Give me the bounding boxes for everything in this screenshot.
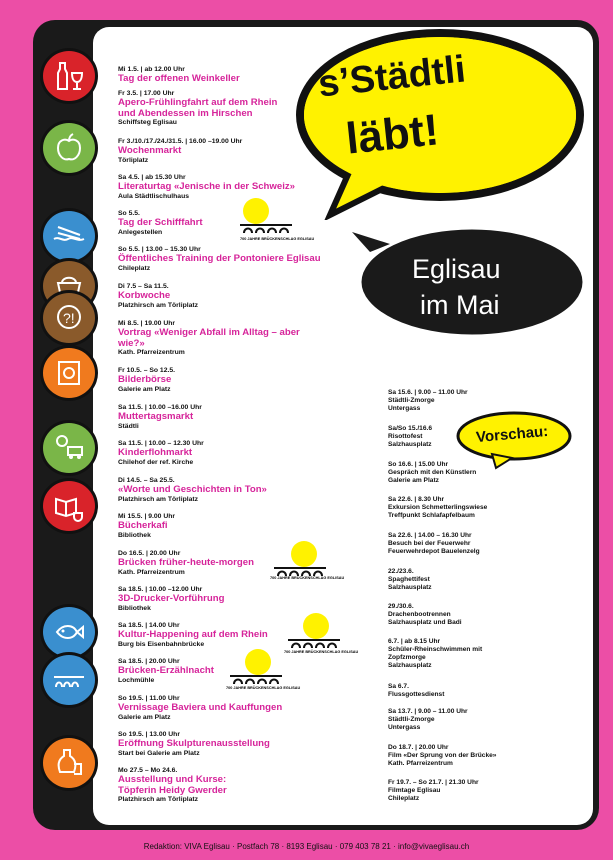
preview-title: Städtli-Zmorge [388, 397, 435, 404]
wine-bottle-icon [40, 48, 98, 104]
subhead-line1: Eglisau [412, 254, 501, 284]
event-date: Mo 27.5 – Mo 24.6. [118, 767, 178, 774]
book-cup-icon [40, 478, 98, 534]
preview-date: 6.7. | ab 8.15 Uhr [388, 638, 441, 645]
preview-date: Sa 22.6. | 8.30 Uhr [388, 496, 445, 503]
headline-line1: s’Städtli [316, 48, 468, 106]
preview-date: Sa 13.7. | 9.00 – 11.00 Uhr [388, 708, 468, 715]
preview-location: Treffpunkt Schlafapfelbaum [388, 512, 475, 519]
event-location: Start bei Galerie am Platz [118, 749, 200, 757]
preview-title: Drachenbootrennen [388, 611, 451, 618]
event-item [118, 622, 318, 649]
event-item [118, 550, 318, 577]
event-item [118, 174, 318, 201]
event-date: Sa 18.5. | 10.00 –12.00 Uhr [118, 586, 203, 593]
preview-location: Untergass [388, 405, 421, 412]
event-date: Mi 1.5. | ab 12.00 Uhr [118, 66, 185, 73]
event-item [118, 66, 318, 85]
question-bubble-icon [40, 290, 98, 346]
event-title: Wochenmarkt [118, 145, 182, 156]
event-title: Ausstellung und Kurse: Töpferin Heidy Gwerder [118, 774, 227, 796]
bridge-icon [40, 652, 98, 708]
preview-date: So 16.6. | 15.00 Uhr [388, 461, 449, 468]
toys-icon [40, 420, 98, 476]
event-date: Fr 3./10./17./24./31.5. | 16.00 –19.00 Uhr [118, 138, 243, 145]
event-date: Mi 15.5. | 9.00 Uhr [118, 513, 176, 520]
preview-date: Sa 22.6. | 14.00 – 16.30 Uhr [388, 532, 472, 539]
headline-line2: läbt! [343, 105, 442, 164]
event-location: Törliplatz [118, 156, 149, 164]
event-date: Sa 11.5. | 10.00 – 12.30 Uhr [118, 440, 204, 447]
event-title: Brücken früher-heute-morgen [118, 557, 254, 568]
preview-item [388, 496, 538, 520]
preview-location: Salzhausplatz [388, 441, 432, 448]
event-date: Di 7.5 – Sa 11.5. [118, 283, 169, 290]
event-location: Lochmühle [118, 676, 155, 684]
preview-title: Flussgottesdienst [388, 691, 445, 698]
rowing-icon [40, 208, 98, 264]
preview-item [388, 638, 538, 670]
event-item [118, 731, 318, 758]
event-item [118, 320, 318, 357]
event-item [118, 90, 318, 127]
event-title: Muttertagsmarkt [118, 411, 194, 422]
event-title: Kinderflohmarkt [118, 447, 193, 458]
event-item [118, 283, 318, 310]
event-title: Tag der Schifffahrt [118, 217, 203, 228]
event-location: Kath. Pfarreizentrum [118, 568, 185, 576]
footer-contact: Redaktion: VIVA Eglisau · Postfach 78 · 8193 Eglisau · 079 403 78 21 · info@vivaeglisau.ch [143, 842, 470, 851]
event-title: Korbwoche [118, 290, 171, 301]
event-item [118, 367, 318, 394]
event-title: Literaturtag «Jenische in der Schweiz» [118, 181, 296, 192]
preview-item [388, 568, 538, 592]
preview-date: 22./23.6. [388, 568, 414, 575]
preview-location: Chileplatz [388, 795, 420, 802]
event-location: Bibliothek [118, 531, 151, 539]
event-location: Städtli [118, 422, 139, 430]
event-title: Vernissage Baviera und Kauffungen [118, 702, 283, 713]
preview-location: Salzhausplatz und Badi [388, 619, 462, 626]
event-date: Mi 8.5. | 19.00 Uhr [118, 320, 176, 327]
preview-item [388, 461, 538, 485]
preview-item [388, 779, 538, 803]
event-location: Kath. Pfarreizentrum [118, 349, 185, 356]
event-item [118, 246, 321, 273]
event-item [118, 477, 318, 504]
event-item [118, 767, 318, 804]
event-location: Platzhirsch am Törliplatz [118, 495, 199, 503]
event-location: Chileplatz [118, 264, 151, 272]
preview-date: Fr 19.7. – So 21.7. | 21.30 Uhr [388, 779, 479, 786]
event-item [118, 440, 318, 467]
event-date: Do 16.5. | 20.00 Uhr [118, 550, 181, 557]
preview-item [388, 389, 538, 413]
event-date: So 5.5. [118, 210, 140, 217]
event-item [118, 513, 318, 540]
event-title: Öffentliches Training der Pontoniere Eglisau [118, 253, 321, 264]
preview-date: Sa 15.6. | 9.00 – 11.00 Uhr [388, 389, 468, 396]
event-location: Platzhirsch am Törliplatz [118, 301, 199, 309]
preview-title: Städtli-Zmorge [388, 716, 435, 723]
event-date: So 19.5. | 11.00 Uhr [118, 695, 180, 702]
vase-icon [40, 735, 98, 791]
preview-location: Feuerwehrdepot Bauelenzelg [388, 548, 480, 555]
event-location: Chilehof der ref. Kirche [118, 458, 194, 466]
preview-item [388, 744, 538, 768]
event-date: So 5.5. | 13.00 – 15.30 Uhr [118, 246, 201, 253]
event-date: Sa 18.5. | 20.00 Uhr [118, 658, 180, 665]
event-location: Anlegestellen [118, 228, 163, 236]
event-date: Sa 11.5. | 10.00 –16.00 Uhr [118, 404, 202, 411]
event-location: Aula Städtlischulhaus [118, 192, 190, 200]
event-item [118, 695, 318, 722]
preview-location: Galerie am Platz [388, 477, 439, 484]
event-location: Galerie am Platz [118, 713, 171, 721]
preview-item [388, 532, 538, 556]
preview-title: Spaghettifest [388, 576, 430, 583]
event-title: «Worte und Geschichten in Ton» [118, 484, 267, 495]
preview-title: Schüler-Rheinschwimmen mit Zopfzmorge [388, 646, 483, 661]
preview-item [388, 603, 538, 627]
preview-title: Risottofest [388, 433, 423, 440]
event-title: Kultur-Happening auf dem Rhein [118, 629, 268, 640]
preview-item [388, 683, 538, 699]
event-item [118, 586, 318, 613]
preview-location: Kath. Pfarreizentrum [388, 760, 453, 767]
event-title: Apero-Frühlingfahrt auf dem Rhein und Abendessen im Hirschen [118, 97, 278, 119]
preview-date: 29./30.6. [388, 603, 414, 610]
event-location: Galerie am Platz [118, 385, 171, 393]
event-date: Fr 10.5. – So 12.5. [118, 367, 176, 374]
event-title: Tag der offenen Weinkeller [118, 73, 240, 84]
anniversary-logo-caption: 700 JAHRE BRÜCKENSCHLAG EGLISAU [226, 686, 301, 690]
event-date: Sa 4.5. | ab 15.30 Uhr [118, 174, 186, 181]
event-title: 3D-Drucker-Vorführung [118, 593, 225, 604]
subhead-line2: im Mai [420, 290, 500, 320]
anniversary-logo-caption: 700 JAHRE BRÜCKENSCHLAG EGLISAU [284, 650, 359, 654]
event-location: Bibliothek [118, 604, 151, 612]
event-title: Bücherkafi [118, 520, 168, 531]
event-item [118, 210, 318, 237]
preview-title: Gespräch mit den Künstlern [388, 469, 477, 476]
event-location: Burg bis Eisenbahnbrücke [118, 640, 205, 648]
preview-title: Exkursion Schmetterlingswiese [388, 504, 488, 511]
preview-item [388, 425, 538, 449]
preview-location: Salzhausplatz [388, 662, 432, 669]
preview-date: Sa/So 15./16.6 [388, 425, 432, 432]
event-title: Bilderbörse [118, 374, 172, 385]
event-item [118, 404, 318, 431]
anniversary-logo-caption: 700 JAHRE BRÜCKENSCHLAG EGLISAU [270, 576, 345, 580]
event-title: Brücken-Erzählnacht [118, 665, 214, 676]
event-date: Di 14.5. – Sa 25.5. [118, 477, 175, 484]
preview-date: Sa 6.7. [388, 683, 409, 690]
event-date: Fr 3.5. | 17.00 Uhr [118, 90, 175, 97]
preview-date: Do 18.7. | 20.00 Uhr [388, 744, 449, 751]
preview-location: Salzhausplatz [388, 584, 432, 591]
event-location: Platzhirsch am Törliplatz [118, 796, 199, 803]
anniversary-logo-caption: 700 JAHRE BRÜCKENSCHLAG EGLISAU [240, 237, 315, 241]
preview-item [388, 708, 538, 732]
apple-icon [40, 120, 98, 176]
preview-title: Film «Der Sprung von der Brücke» [388, 752, 497, 759]
event-item [118, 658, 318, 685]
svg-text:?!: ?! [63, 310, 75, 326]
event-date: So 19.5. | 13.00 Uhr [118, 731, 180, 738]
preview-location: Untergass [388, 724, 421, 731]
event-location: Schiffsteg Eglisau [118, 119, 177, 126]
event-title: Eröffnung Skulpturenausstellung [118, 738, 270, 749]
event-date: Sa 18.5. | 14.00 Uhr [118, 622, 180, 629]
preview-label: Vorschau: [475, 422, 549, 447]
event-item [118, 138, 318, 165]
preview-title: Filmtage Eglisau [388, 787, 441, 794]
event-title: Vortrag «Weniger Abfall im Alltag – aber wie?» [118, 327, 300, 349]
preview-title: Besuch bei der Feuerwehr [388, 540, 471, 547]
picture-frame-icon [40, 345, 98, 401]
